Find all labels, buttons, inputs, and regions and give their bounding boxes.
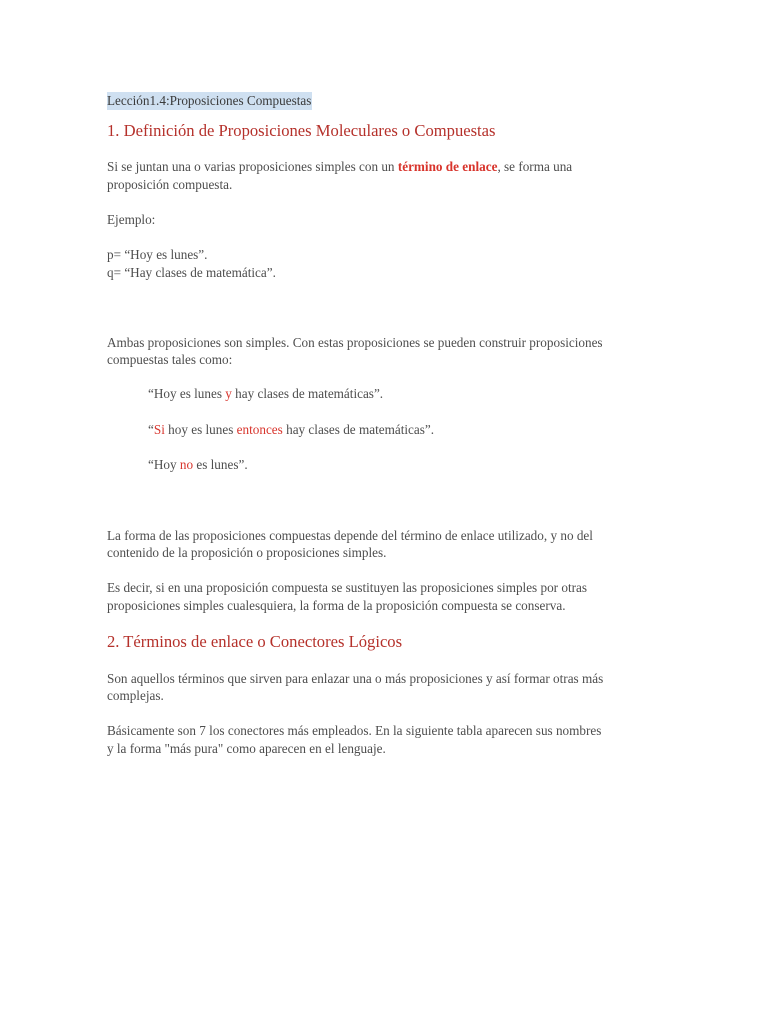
section-2-paragraph-1-line-2: complejas. (107, 688, 164, 703)
paragraph-4-line-1: Es decir, si en una proposición compuesta se sustituyen las proposiciones simples por otras (107, 580, 587, 595)
lesson-title-text: Lección1.4:Proposiciones Compuestas (107, 93, 312, 108)
paragraph-4-line-2: proposiciones simples cualesquiera, la forma de la proposición compuesta se conserva. (107, 598, 566, 613)
paragraph-1-line-1 (107, 158, 572, 175)
proposition-p: p= “Hoy es lunes”. (107, 247, 208, 262)
text-run: , se forma una (497, 159, 573, 174)
section-2-paragraph-1-line-1: Son aquellos términos que sirven para enlazar una o más proposiciones y así formar otras más (107, 671, 604, 686)
text-run: “ (148, 422, 154, 437)
section-2-heading: 2. Términos de enlace o Conectores Lógicos (107, 632, 403, 651)
proposition-q: q= “Hay clases de matemática”. (107, 265, 276, 280)
text-run: Si se juntan una o varias proposiciones simples con un (107, 159, 398, 174)
connector-y: y (225, 386, 232, 401)
text-run: hoy es lunes (164, 422, 237, 437)
text-run: hay clases de matemáticas”. (282, 422, 435, 437)
section-2-paragraph-2-line-1: Básicamente son 7 los conectores más empleados. En la siguiente tabla aparecen sus nombres (107, 723, 602, 738)
paragraph-3-line-2: contenido de la proposición o proposiciones simples. (107, 545, 387, 560)
example-si-entonces (148, 421, 434, 438)
text-run: hay clases de matemáticas”. (231, 386, 384, 401)
connector-no: no (179, 457, 194, 472)
connector-si: Si (153, 422, 165, 437)
paragraph-2-line-2: compuestas tales como: (107, 352, 233, 367)
text-run: es lunes”. (193, 457, 248, 472)
example-y (148, 385, 383, 402)
paragraph-2-line-1: Ambas proposiciones son simples. Con estas proposiciones se pueden construir proposiciones (107, 335, 603, 350)
text-run: “Hoy (148, 457, 180, 472)
section-2-paragraph-2-line-2: y la forma "más pura" como aparecen en el lenguaje. (107, 741, 386, 756)
example-label: Ejemplo: (107, 212, 156, 227)
example-no (148, 456, 248, 473)
section-1-heading: 1. Definición de Proposiciones Moleculares o Compuestas (107, 121, 496, 140)
paragraph-1-line-2: proposición compuesta. (107, 177, 233, 192)
text-run: “Hoy es lunes (148, 386, 226, 401)
term-highlight: término de enlace (397, 159, 498, 174)
paragraph-3-line-1: La forma de las proposiciones compuestas depende del término de enlace utilizado, y no del (107, 528, 593, 543)
connector-entonces: entonces (236, 422, 283, 437)
lesson-title (107, 92, 312, 109)
